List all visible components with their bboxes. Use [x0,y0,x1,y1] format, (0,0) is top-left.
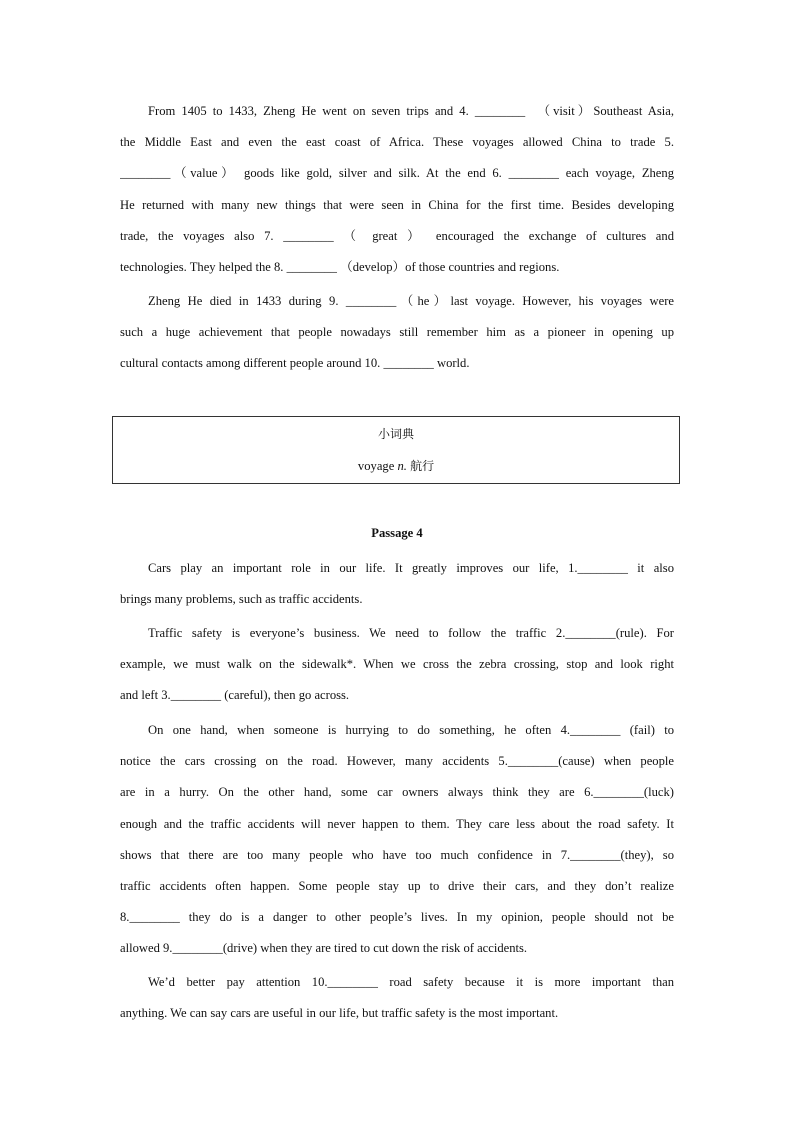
paragraph-conclusion [120,967,674,1029]
glossary-title: 小词典 [377,427,414,441]
glossary-meaning: 航行 [410,459,435,473]
paragraph-accident-causes [120,715,674,965]
passage-heading: Passage 4 [371,526,423,540]
paragraph-zheng-he-voyages [120,96,674,283]
text-line: traffic accidents often happen. Some people stay up to drive their cars, and they don’t realize [120,878,674,893]
text-line: notice the cars crossing on the road. However, many accidents 5.________(cause) when people [120,754,674,769]
paragraph-zheng-he-legacy [120,286,674,380]
glossary-word: voyage [357,459,395,473]
text-line: Zheng He died in 1433 during 9. ________（he）last voyage. However, his voyages were [148,294,674,308]
text-line: Cars play an important role in our life. It greatly improves our life, 1.________ it also [148,561,674,575]
text-line: and left 3.________ (careful), then go across. [120,688,350,703]
text-line: brings many problems, such as traffic accidents. [120,592,363,607]
text-line: enough and the traffic accidents will never happen to them. They care less about the road safety. It [120,816,674,831]
text-line: He returned with many new things that were seen in China for the first time. Besides developing [120,197,674,212]
text-line: 8.________ they do is a danger to other people’s lives. In my opinion, people should not be [120,910,674,925]
glossary-box [112,416,680,484]
text-line: From 1405 to 1433, Zheng He went on seven trips and 4. ________ （visit）Southeast Asia, [148,104,674,118]
text-line: technologies. They helped the 8. ________ （develop）of those countries and regions. [120,259,560,274]
text-line: trade, the voyages also 7. ________ （ great ） encouraged the exchange of cultures and [120,228,674,243]
text-line: Traffic safety is everyone’s business. We need to follow the traffic 2.________(rule). For [148,626,674,640]
text-line: allowed 9.________(drive) when they are tired to cut down the risk of accidents. [120,941,528,956]
glossary-entry [113,457,679,475]
glossary-pos: n. [397,459,407,473]
text-line: cultural contacts among different people around 10. ________ world. [120,356,470,371]
text-line: example, we must walk on the sidewalk*. When we cross the zebra crossing, stop and look right [120,657,674,672]
paragraph-traffic-safety [120,618,674,712]
text-line: On one hand, when someone is hurrying to do something, he often 4.________ (fail) to [148,723,674,737]
text-line: ________（value） goods like gold, silver and silk. At the end 6. ________ each voyage, Zheng [120,166,674,181]
text-line: the Middle East and even the east coast of Africa. These voyages allowed China to trade 5. [120,135,674,150]
text-line: are in a hurry. On the other hand, some car owners always think they are 6.________(luck) [120,785,674,800]
text-line: shows that there are too many people who have too much confidence in 7.________(they), so [120,847,674,862]
text-line: such a huge achievement that people nowadays still remember him as a pioneer in opening up [120,325,674,340]
text-line: We’d better pay attention 10.________ road safety because it is more important than [148,975,674,989]
paragraph-cars-role [120,553,674,615]
text-line: anything. We can say cars are useful in our life, but traffic safety is the most important. [120,1006,559,1021]
